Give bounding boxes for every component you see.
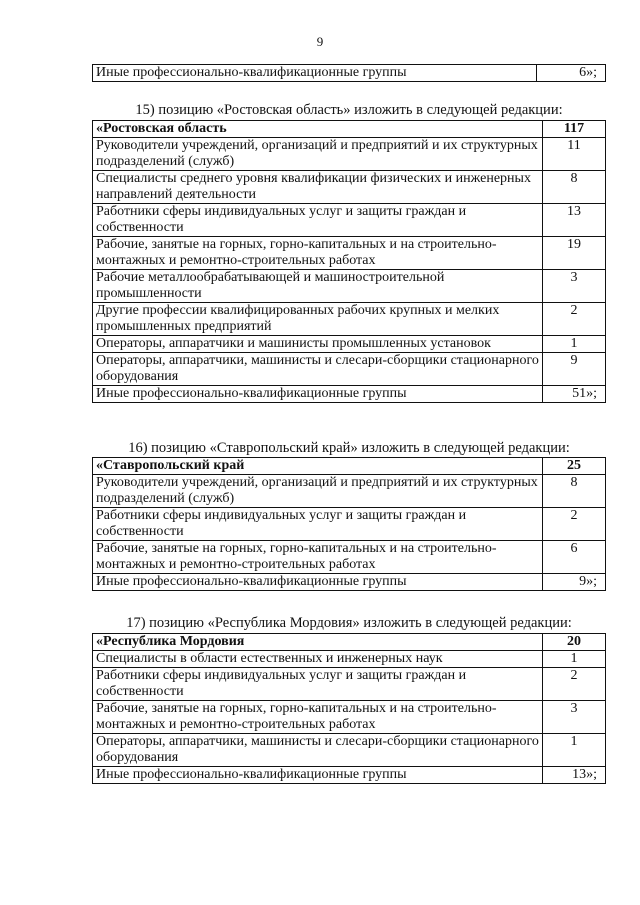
section-intro — [92, 440, 606, 457]
row-label: Иные профессионально-квалификационные группы — [93, 65, 537, 82]
table-row — [93, 668, 606, 701]
table-row — [93, 734, 606, 767]
region-total: 20 — [543, 634, 606, 651]
table-row — [93, 475, 606, 508]
region-name: «Ростовская область — [93, 121, 543, 138]
table-row — [93, 701, 606, 734]
table-row — [93, 65, 606, 82]
row-value: 13 — [543, 204, 606, 237]
region-header-row — [93, 121, 606, 138]
table-row — [93, 353, 606, 386]
row-label: Работники сферы индивидуальных услуг и защиты граждан и собственности — [93, 668, 543, 701]
region-total: 117 — [543, 121, 606, 138]
table-row — [93, 237, 606, 270]
section-intro-text: 16) позицию «Ставропольский край» изложить в следующей редакции: — [128, 440, 570, 456]
page-number: 9 — [316, 34, 324, 49]
row-label: Рабочие, занятые на горных, горно-капитальных и на строительно-монтажных и ремонтно-строительных работах — [93, 541, 543, 574]
table-row — [93, 508, 606, 541]
row-value: 2 — [543, 303, 606, 336]
row-label: Руководители учреждений, организаций и предприятий и их структурных подразделений (служб) — [93, 475, 543, 508]
table-row — [93, 651, 606, 668]
region-header-row — [93, 458, 606, 475]
region-total: 25 — [543, 458, 606, 475]
table-row — [93, 171, 606, 204]
row-label: Операторы, аппаратчики, машинисты и слесари-сборщики стационарного оборудования — [93, 734, 543, 767]
table-row — [93, 270, 606, 303]
row-value: 9 — [543, 353, 606, 386]
table-row — [93, 138, 606, 171]
table-row — [93, 574, 606, 591]
table-row — [93, 336, 606, 353]
row-label: Специалисты среднего уровня квалификации физических и инженерных направлений деятельности — [93, 171, 543, 204]
table-row — [93, 386, 606, 403]
row-value: 6 — [543, 541, 606, 574]
region-header-row — [93, 634, 606, 651]
row-label: Рабочие, занятые на горных, горно-капитальных и на строительно-монтажных и ремонтно-строительных работах — [93, 701, 543, 734]
table-row — [93, 541, 606, 574]
region-table-mordovia — [92, 633, 606, 784]
region-table-rostov — [92, 120, 606, 403]
section-intro — [92, 615, 606, 632]
row-label: Рабочие, занятые на горных, горно-капитальных и на строительно-монтажных и ремонтно-строительных работах — [93, 237, 543, 270]
row-value: 8 — [543, 171, 606, 204]
row-value: 1 — [543, 336, 606, 353]
row-value: 51»; — [543, 386, 606, 403]
row-label: Иные профессионально-квалификационные группы — [93, 574, 543, 591]
row-value: 8 — [543, 475, 606, 508]
row-value: 2 — [543, 668, 606, 701]
row-value: 11 — [543, 138, 606, 171]
row-value: 3 — [543, 701, 606, 734]
region-table-stavropol — [92, 457, 606, 591]
row-label: Специалисты в области естественных и инженерных наук — [93, 651, 543, 668]
row-label: Рабочие металлообрабатывающей и машиностроительной промышленности — [93, 270, 543, 303]
row-value: 6»; — [537, 65, 606, 82]
row-value: 19 — [543, 237, 606, 270]
row-label: Операторы, аппаратчики, машинисты и слесари-сборщики стационарного оборудования — [93, 353, 543, 386]
row-value: 1 — [543, 651, 606, 668]
row-label: Иные профессионально-квалификационные группы — [93, 767, 543, 784]
row-label: Операторы, аппаратчики и машинисты промышленных установок — [93, 336, 543, 353]
section-intro — [92, 102, 606, 119]
row-value: 1 — [543, 734, 606, 767]
section-intro-text: 17) позицию «Республика Мордовия» изложить в следующей редакции: — [126, 615, 572, 631]
row-label: Другие профессии квалифицированных рабочих крупных и мелких промышленных предприятий — [93, 303, 543, 336]
table-row — [93, 204, 606, 237]
row-value: 2 — [543, 508, 606, 541]
region-name: «Республика Мордовия — [93, 634, 543, 651]
row-label: Работники сферы индивидуальных услуг и защиты граждан и собственности — [93, 204, 543, 237]
row-value: 13»; — [543, 767, 606, 784]
row-value: 9»; — [543, 574, 606, 591]
row-value: 3 — [543, 270, 606, 303]
section-intro-text: 15) позицию «Ростовская область» изложить в следующей редакции: — [135, 102, 563, 118]
row-label: Руководители учреждений, организаций и предприятий и их структурных подразделений (служб) — [93, 138, 543, 171]
region-name: «Ставропольский край — [93, 458, 543, 475]
row-label: Иные профессионально-квалификационные группы — [93, 386, 543, 403]
table-row — [93, 767, 606, 784]
table-row — [93, 303, 606, 336]
continuation-table — [92, 64, 606, 82]
row-label: Работники сферы индивидуальных услуг и защиты граждан и собственности — [93, 508, 543, 541]
